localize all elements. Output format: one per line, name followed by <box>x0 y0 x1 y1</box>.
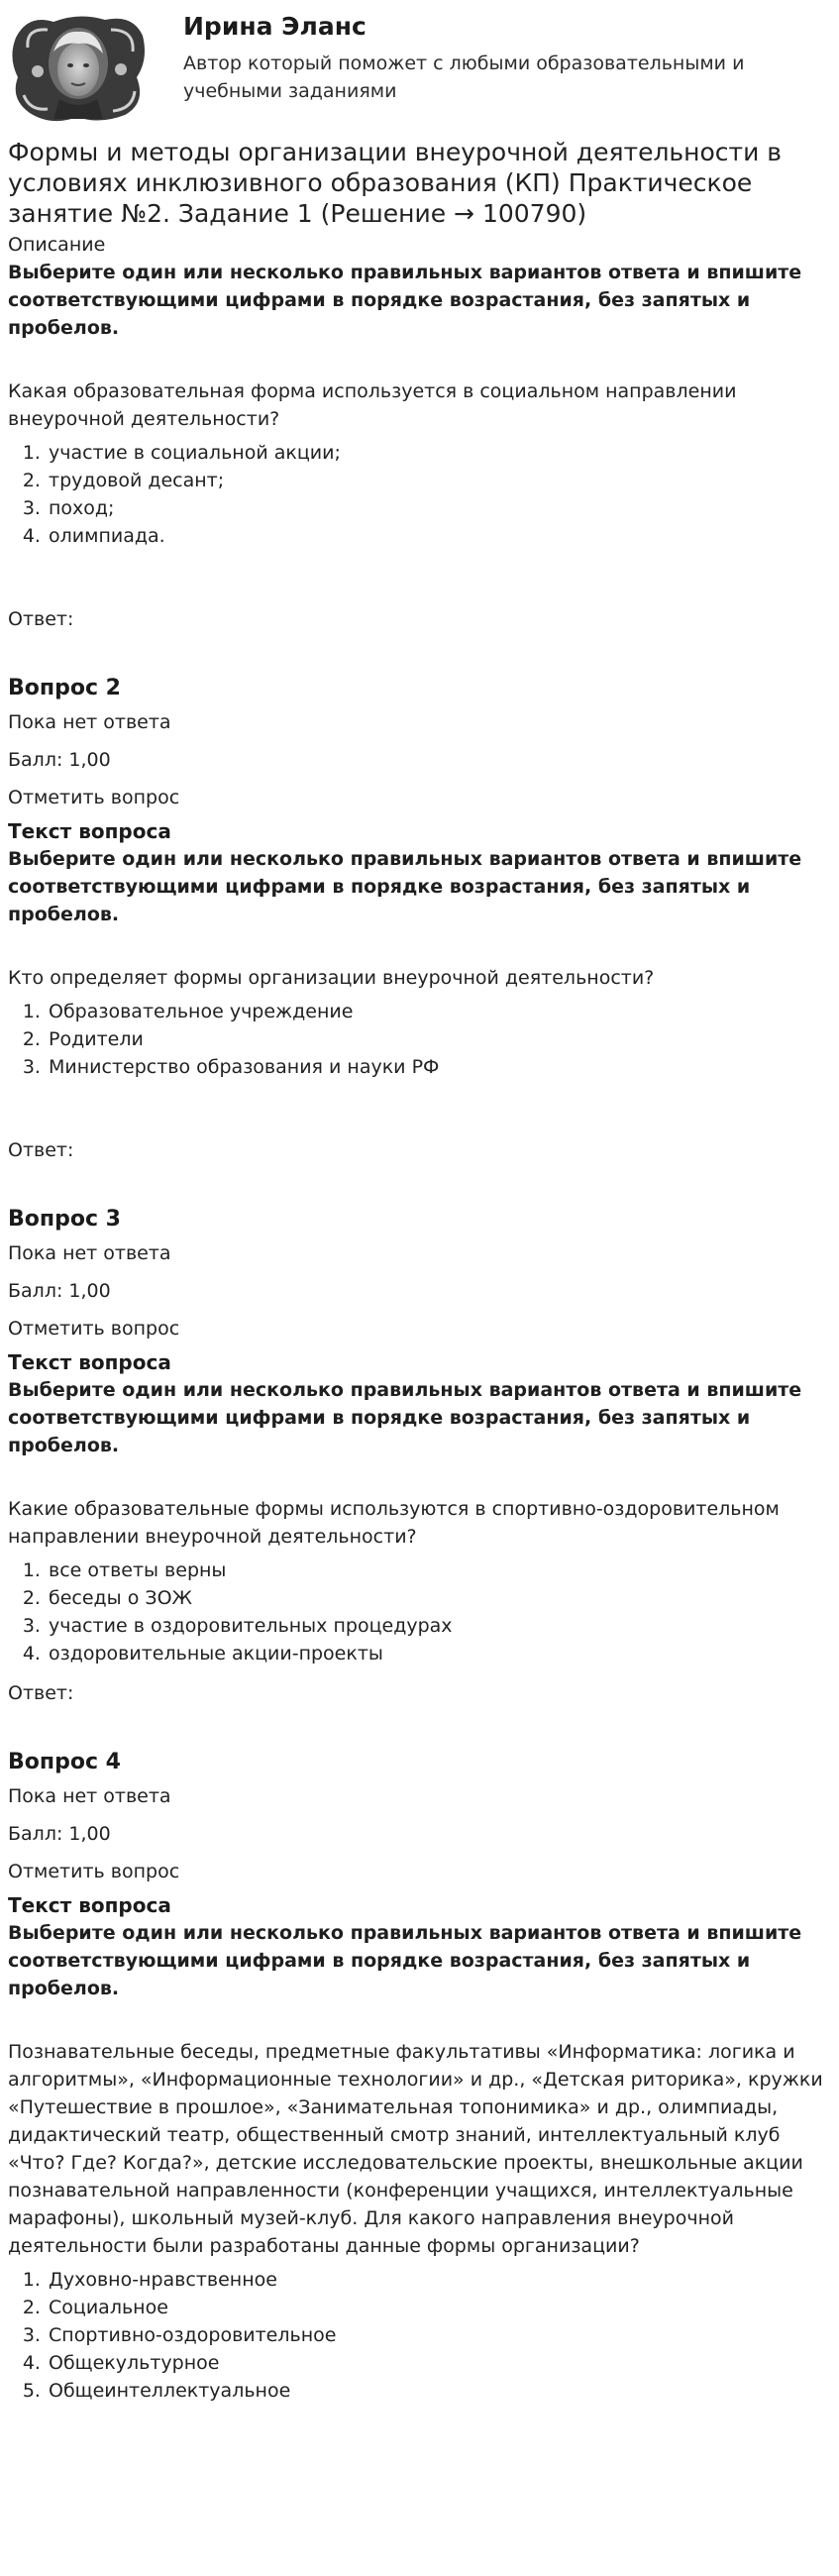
question-text-label: Текст вопроса <box>8 1893 171 1917</box>
question-text-label: Текст вопроса <box>8 1350 171 1374</box>
author-avatar[interactable] <box>8 8 149 127</box>
answer-label: Ответ: <box>8 1682 74 1704</box>
flag-question-link[interactable]: Отметить вопрос <box>8 1861 180 1882</box>
question-instruction: Выберите один или несколько правильных вариантов ответа и впишите соответствующими цифрами в порядке возрастания, без запятых и пробелов. <box>8 848 802 925</box>
option-item: 3. Министерство образования и науки РФ <box>47 1053 831 1081</box>
page-title: Формы и методы организации внеурочной деятельности в условиях инклюзивного образования (КП) Практическое занятие №2. Задание 1 (Решение → 100790) <box>8 138 783 228</box>
question-status: Пока нет ответа <box>8 1242 171 1264</box>
question-text: Кто определяет формы организации внеурочной деятельности? <box>8 967 655 989</box>
question-heading: Вопрос 3 <box>8 1207 121 1232</box>
question-instruction: Выберите один или несколько правильных вариантов ответа и впишите соответствующими цифрами в порядке возрастания, без запятых и пробелов. <box>8 1379 802 1456</box>
answer-label: Ответ: <box>8 1139 74 1161</box>
answer-label: Ответ: <box>8 608 74 630</box>
author-description: Автор который поможет с любыми образовательными и учебными заданиями <box>183 53 745 102</box>
options-list <box>8 998 831 1081</box>
question-text-label: Текст вопроса <box>8 819 171 843</box>
options-list <box>8 1556 831 1667</box>
question-heading: Вопрос 4 <box>8 1750 121 1774</box>
question-text: Какая образовательная форма используется в социальном направлении внеурочной деятельности? <box>8 380 737 430</box>
flag-question-link[interactable]: Отметить вопрос <box>8 1318 180 1340</box>
question-instruction: Выберите один или несколько правильных вариантов ответа и впишите соответствующими цифрами в порядке возрастания, без запятых и пробелов. <box>8 262 802 339</box>
options-list <box>8 2266 831 2405</box>
option-item: 3. участие в оздоровительных процедурах <box>47 1612 831 1640</box>
question-score: Балл: 1,00 <box>8 1280 111 1302</box>
author-card <box>8 8 831 137</box>
option-item: 2. трудовой десант; <box>47 467 831 494</box>
option-item: 4. оздоровительные акции-проекты <box>47 1640 831 1667</box>
option-item: 1. все ответы верны <box>47 1556 831 1584</box>
option-item: 2. Социальное <box>47 2294 831 2321</box>
options-list <box>8 439 831 550</box>
option-item: 3. Спортивно-оздоровительное <box>47 2321 831 2349</box>
question-status: Пока нет ответа <box>8 1785 171 1807</box>
page <box>8 8 831 2405</box>
question-text: Какие образовательные формы используются в спортивно-оздоровительном направлении внеурочной деятельности? <box>8 1498 780 1548</box>
option-item: 4. олимпиада. <box>47 522 831 550</box>
option-item: 2. беседы о ЗОЖ <box>47 1584 831 1612</box>
option-item: 1. участие в социальной акции; <box>47 439 831 467</box>
question-2 <box>8 673 831 1164</box>
option-item: 1. Духовно-нравственное <box>47 2266 831 2294</box>
question-text: Познавательные беседы, предметные факультативы «Информатика: логика и алгоритмы», «Информационные технологии» и др., «Детская риторика», кружки «Путешествие в прошлое», «Занимательная топонимика» и др., олимпиады, дидактический театр, общественный смотр знаний, интеллектуальный клуб «Что? Где? Когда?», детские исследовательские проекты, внешкольные акции познавательной направленности (конференции учащихся, интеллектуальные марафоны), школьный музей-клуб. Для какого направления внеурочной деятельности были разработаны данные формы организации? <box>8 2041 823 2257</box>
question-score: Балл: 1,00 <box>8 749 111 771</box>
option-item: 5. Общеинтеллектуальное <box>47 2377 831 2405</box>
option-item: 1. Образовательное учреждение <box>47 998 831 1025</box>
author-name[interactable]: Ирина Эланс <box>183 12 367 41</box>
option-item: 4. Общекультурное <box>47 2349 831 2377</box>
flag-question-link[interactable]: Отметить вопрос <box>8 787 180 808</box>
question-3 <box>8 1204 831 1707</box>
option-item: 2. Родители <box>47 1025 831 1053</box>
question-4 <box>8 1747 831 2405</box>
question-1 <box>8 259 831 633</box>
question-score: Балл: 1,00 <box>8 1823 111 1845</box>
option-item: 3. поход; <box>47 494 831 522</box>
description-label: Описание <box>8 234 106 256</box>
question-status: Пока нет ответа <box>8 711 171 733</box>
question-instruction: Выберите один или несколько правильных вариантов ответа и впишите соответствующими цифрами в порядке возрастания, без запятых и пробелов. <box>8 1922 802 1999</box>
question-heading: Вопрос 2 <box>8 676 121 700</box>
